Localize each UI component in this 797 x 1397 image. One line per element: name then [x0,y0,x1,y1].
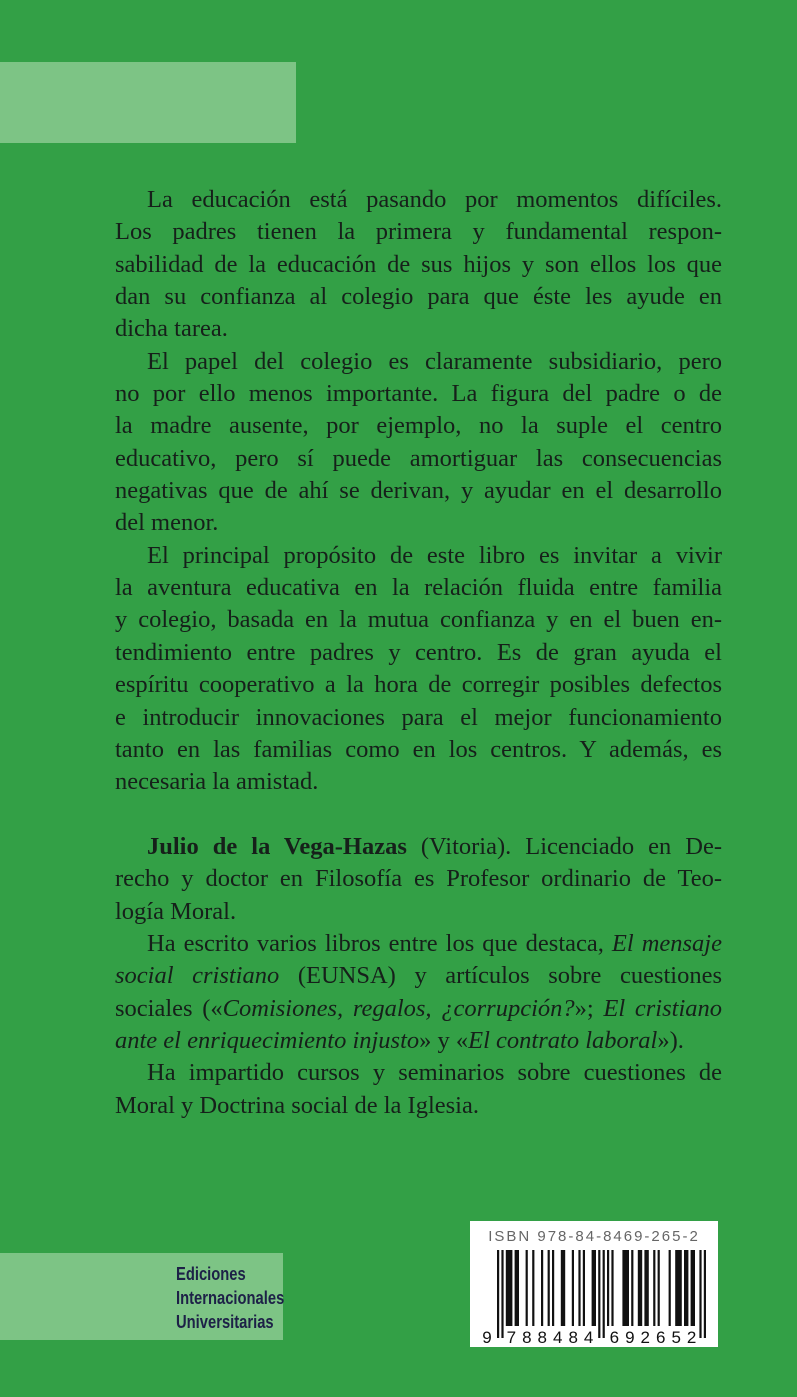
synopsis-line: El principal propósito de este libro es invitar a vivir [147,541,722,569]
publisher-name-line: Universitarias [176,1312,274,1332]
author-bio-text: »). [657,1026,684,1054]
barcode-first-digit: 9 [482,1328,492,1347]
barcode-bars [497,1250,706,1338]
barcode-bar [669,1250,671,1326]
article-title: El cristiano [603,994,722,1022]
barcode-bar [611,1250,613,1326]
article-title: Comisiones, regalos, ¿corrupción? [222,994,575,1022]
synopsis-line: y colegio, basada en la mutua confianza y en el buen en- [115,606,722,634]
synopsis-line: tendimiento entre padres y centro. Es de gran ayuda el [115,638,722,666]
publisher-logo [176,1262,284,1334]
author-bio-text: » y « [419,1026,469,1054]
author-bio-paragraph [115,831,722,928]
synopsis-line: negativas que de ahí se derivan, y ayudar en el desarrollo [115,477,722,505]
barcode-bar [658,1250,660,1326]
isbn-barcode-box [470,1221,718,1347]
publisher-name-line: Internacionales [176,1288,285,1308]
barcode-bar [578,1250,580,1326]
synopsis-line: dicha tarea. [115,315,228,343]
author-bio-text: (Vitoria). Licenciado en De- [406,832,723,860]
barcode-bar [631,1250,633,1326]
author-bio-line [115,1025,722,1057]
author-bio-paragraph [115,1057,722,1122]
barcode-bar [515,1250,519,1326]
author-bio-text: Ha escrito varios libros entre los que destaca, [147,929,612,957]
author-bio-line [115,993,722,1025]
synopsis-line: la madre ausente, por ejemplo, no la suple el centro [115,412,722,440]
barcode-bar [638,1250,642,1326]
barcode-bar [532,1250,534,1326]
barcode-bar [603,1250,605,1338]
author-bio-line: Ha impartido cursos y seminarios sobre cuestiones de [147,1059,722,1087]
isbn-label: ISBN 978-84-8469-265-2 [488,1228,700,1245]
book-title: social cristiano [115,962,280,990]
barcode-bar [592,1250,596,1326]
synopsis-paragraph [115,346,722,540]
synopsis-line: sabilidad de la educación de sus hijos y son ellos los que [115,250,722,278]
barcode-bar [583,1250,585,1326]
barcode-bar [684,1250,688,1326]
barcode-bar [598,1250,600,1338]
author-bio [115,831,722,1122]
synopsis-line: La educación está pasando por momentos difíciles. [147,186,722,213]
author-bio-text: »; [574,994,604,1022]
barcode-bar [699,1250,701,1338]
barcode-bar [552,1250,554,1326]
author-bio-line [115,960,722,992]
barcode [470,1221,718,1347]
barcode-bar [572,1250,574,1326]
synopsis-line: necesaria la amistad. [115,768,319,796]
author-bio-line: Moral y Doctrina social de la Iglesia. [115,1091,479,1119]
author-name: Julio de la Vega-Hazas [147,832,407,860]
barcode-bar [691,1250,695,1326]
synopsis-line: Los padres tienen la primera y fundamental respon- [115,218,722,246]
synopsis-line: educativo, pero sí puede amortiguar las consecuencias [115,444,722,472]
barcode-bar [644,1250,648,1326]
synopsis-line: espíritu cooperativo a la hora de corregir posibles defectos [115,671,722,699]
barcode-bar [501,1250,503,1338]
barcode-bar [622,1250,629,1326]
barcode-bar [675,1250,682,1326]
barcode-bar [561,1250,565,1326]
synopsis-line: El papel del colegio es claramente subsidiario, pero [147,347,722,375]
barcode-bar [497,1250,499,1338]
barcode-bar [704,1250,706,1338]
synopsis [115,184,722,799]
author-bio-text: (EUNSA) y artículos sobre cuestiones [279,962,722,990]
barcode-bar [653,1250,655,1326]
synopsis-line: dan su confianza al colegio para que éste les ayude en [115,283,722,311]
barcode-bar [607,1250,609,1326]
barcode-right-digits: 692652 [609,1328,703,1347]
publisher-name-line: Ediciones [176,1264,246,1284]
author-bio-paragraph [115,928,722,1057]
synopsis-line: no por ello menos importante. La figura del padre o de [115,380,722,408]
barcode-bar [526,1250,528,1326]
author-bio-text: sociales (« [115,994,223,1022]
barcode-bar [541,1250,543,1326]
synopsis-line: tanto en las familias como en los centros. Y además, es [115,735,722,763]
book-title: El mensaje [611,929,722,957]
author-bio-line: recho y doctor en Filosofía es Profesor ordinario de Teo- [115,865,722,893]
top-color-band [0,62,296,143]
synopsis-line: del menor. [115,509,219,537]
synopsis-line: e introducir innovaciones para el mejor funcionamiento [115,703,722,731]
author-bio-line [115,831,722,863]
synopsis-line: la aventura educativa en la relación fluida entre familia [115,574,722,602]
barcode-left-digits: 788484 [506,1328,600,1347]
synopsis-paragraph [115,184,722,346]
article-title: El contrato laboral [468,1026,658,1054]
synopsis-paragraph [115,540,722,799]
back-cover-text [115,184,722,1122]
author-bio-line: logía Moral. [115,897,237,925]
article-title: ante el enriquecimiento injusto [115,1026,420,1054]
barcode-bar [506,1250,513,1326]
barcode-bar [548,1250,550,1326]
author-bio-line [115,928,722,960]
